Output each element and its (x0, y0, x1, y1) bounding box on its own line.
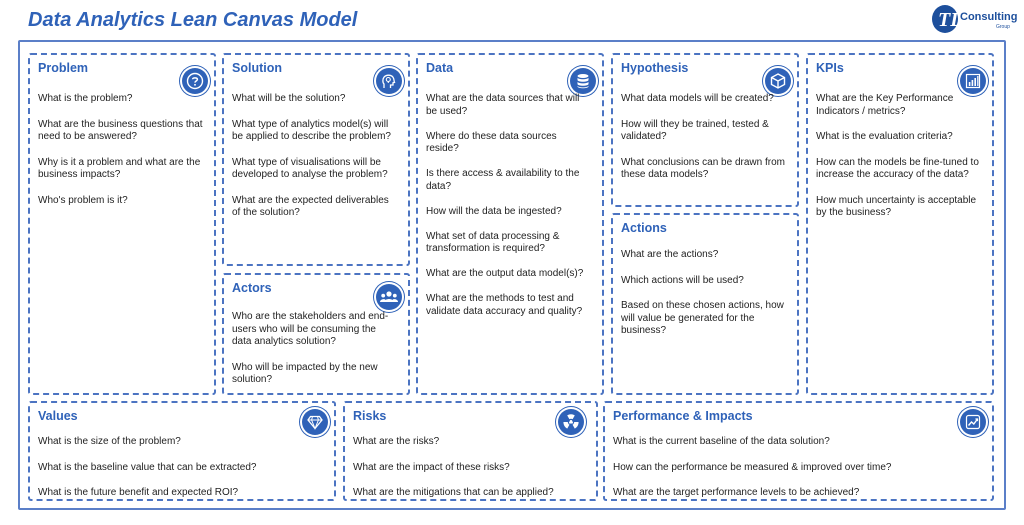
trend-line-icon (960, 409, 986, 435)
cube-icon (765, 68, 791, 94)
list-item: What is the problem? (38, 93, 133, 104)
list-item: Who are the stakeholders and end-users who will be consuming the data analytics solution? (232, 311, 389, 347)
list-item: What are the actions? (621, 249, 719, 260)
list-item: Who's problem is it? (38, 194, 128, 206)
list-item: What is the evaluation criteria? (816, 131, 953, 142)
logo-mark-text: TL (938, 9, 963, 31)
list-item: What are the methods to test and validate data accuracy and quality? (426, 293, 583, 317)
question-list (232, 311, 398, 400)
question-list (613, 436, 982, 513)
company-logo (930, 2, 1020, 38)
list-item: What are the risks? (353, 436, 440, 447)
hypothesis-box (611, 53, 799, 207)
box-title: Values (38, 409, 78, 423)
list-item: What are the business questions that need to be answered? (38, 118, 203, 142)
list-item: How can the performance be measured & improved over time? (613, 461, 892, 473)
kpis-box (806, 53, 994, 395)
list-item: What type of visualisations will be developed to analyse the problem? (232, 156, 388, 180)
logo-text: Consulting (960, 11, 1018, 23)
radiation-icon (558, 409, 584, 435)
people-group-icon (376, 284, 402, 310)
question-list (816, 93, 982, 233)
list-item: What type of analytics model(s) will be applied to describe the problem? (232, 118, 391, 142)
list-item: What are the target performance levels to be achieved? (613, 487, 860, 498)
question-list (38, 436, 324, 513)
actions-box (611, 213, 799, 395)
list-item: How can the models be fine-tuned to increase the accuracy of the data? (816, 156, 979, 180)
list-item: What data models will be created? (621, 93, 774, 104)
diamond-icon (302, 409, 328, 435)
values-box (28, 401, 336, 501)
list-item: Based on these chosen actions, how will value be generated for the business? (621, 300, 784, 336)
list-item: What are the data sources that will be used? (426, 93, 580, 117)
list-item: Who will be impacted by the new solution? (232, 361, 378, 385)
list-item: What set of data processing & transformation is required? (426, 230, 560, 254)
box-title: Performance & Impacts (613, 409, 753, 423)
box-title: Actors (232, 281, 272, 295)
performance-box (603, 401, 994, 501)
list-item: What will be the solution? (232, 93, 346, 104)
box-title: Actions (621, 221, 667, 235)
problem-box (28, 53, 216, 395)
list-item: What are the impact of these risks? (353, 461, 510, 473)
list-item: What is the current baseline of the data solution? (613, 436, 830, 447)
question-list (621, 93, 787, 195)
page-title: Data Analytics Lean Canvas Model (28, 9, 358, 31)
box-title: Solution (232, 61, 282, 75)
list-item: What is the future benefit and expected ROI? (38, 487, 239, 498)
list-item: What are the mitigations that can be applied? (353, 487, 554, 498)
list-item: Why is it a problem and what are the business impacts? (38, 156, 201, 180)
bar-chart-icon (960, 68, 986, 94)
actors-box (222, 273, 410, 395)
list-item: What conclusions can be drawn from these data models? (621, 156, 785, 180)
box-title: Data (426, 61, 454, 75)
logo-mark (932, 5, 963, 33)
question-icon (182, 68, 208, 94)
list-item: What are the Key Performance Indicators / metrics? (816, 93, 954, 117)
database-icon (570, 68, 596, 94)
list-item: How will the data be ingested? (426, 205, 562, 217)
lightbulb-head-icon (376, 68, 402, 94)
data-box (416, 53, 604, 395)
logo-subtext: Group (996, 24, 1010, 30)
risks-box (343, 401, 598, 501)
box-title: Hypothesis (621, 61, 689, 75)
solution-box (222, 53, 410, 266)
list-item: How will they be trained, tested & validated? (621, 118, 769, 142)
question-list (426, 93, 592, 331)
box-title: Problem (38, 61, 89, 75)
list-item: Is there access & availability to the data? (426, 168, 580, 192)
list-item: What are the expected deliverables of the solution? (232, 194, 389, 218)
list-item: What are the output data model(s)? (426, 268, 584, 279)
question-list (38, 93, 204, 220)
question-list (232, 93, 398, 233)
list-item: Where do these data sources reside? (426, 130, 557, 154)
box-title: Risks (353, 409, 387, 423)
list-item: What is the baseline value that can be extracted? (38, 461, 257, 473)
box-title: KPIs (816, 61, 844, 75)
question-list (353, 436, 586, 513)
list-item: What is the size of the problem? (38, 436, 181, 447)
list-item: Which actions will be used? (621, 274, 744, 286)
question-list (621, 249, 787, 351)
list-item: How much uncertainty is acceptable by the business? (816, 194, 977, 218)
